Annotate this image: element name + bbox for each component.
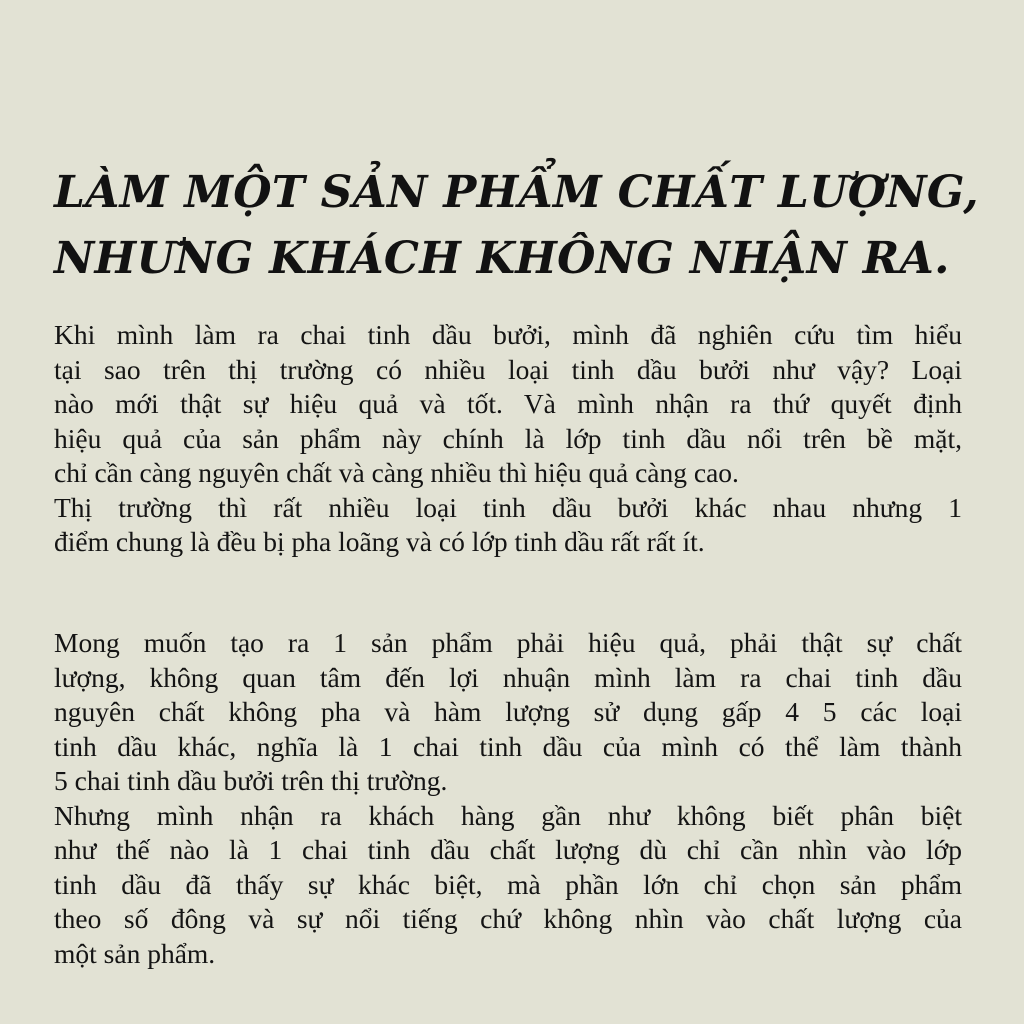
text-line: theo số đông và sự nổi tiếng chứ không nhìn vào chất lượng của [54,903,962,934]
text-line: nào mới thật sự hiệu quả và tốt. Và mình nhận ra thứ quyết định [54,388,962,419]
text-line: Thị trường thì rất nhiều loại tinh dầu bưởi khác nhau nhưng 1 [54,491,962,523]
text-line: tại sao trên thị trường có nhiều loại tinh dầu bưởi như vậy? Loại [54,353,962,385]
text-line: Khi mình làm ra chai tinh dầu bưởi, mình đã nghiên cứu tìm hiểu [54,319,962,350]
text-line: lượng, không quan tâm đến lợi nhuận mình làm ra chai tinh dầu [54,661,962,693]
title-line: NHƯNG KHÁCH KHÔNG NHẬN RA. [54,233,950,284]
text-line: hiệu quả của sản phẩm này chính là lớp tinh dầu nổi trên bề mặt, [54,422,962,454]
text-line: tinh dầu đã thấy sự khác biệt, mà phần lớn chỉ chọn sản phẩm [54,868,962,900]
text-line: như thế nào là 1 chai tinh dầu chất lượng dù chỉ cần nhìn vào lớp [54,834,962,865]
text-line: chỉ cần càng nguyên chất và càng nhiều thì hiệu quả càng cao. [54,457,739,488]
page-title [54,160,979,292]
text-line: Mong muốn tạo ra 1 sản phẩm phải hiệu quả, phải thật sự chất [54,627,962,658]
text-line: điểm chung là đều bị pha loãng và có lớp tinh dầu rất rất ít. [54,526,705,557]
text-line: 5 chai tinh dầu bưởi trên thị trường. [54,765,448,796]
text-line: Nhưng mình nhận ra khách hàng gần như không biết phân biệt [54,799,962,831]
text-line: tinh dầu khác, nghĩa là 1 chai tinh dầu của mình có thể làm thành [54,730,962,762]
title-line: LÀM MỘT SẢN PHẨM CHẤT LƯỢNG, [54,167,979,218]
text-line: nguyên chất không pha và hàm lượng sử dụng gấp 4 5 các loại [54,696,962,727]
text-line: một sản phẩm. [54,937,216,969]
document-page [54,0,979,1024]
body-paragraph-2 [54,626,962,971]
body-paragraph-1 [54,318,962,560]
